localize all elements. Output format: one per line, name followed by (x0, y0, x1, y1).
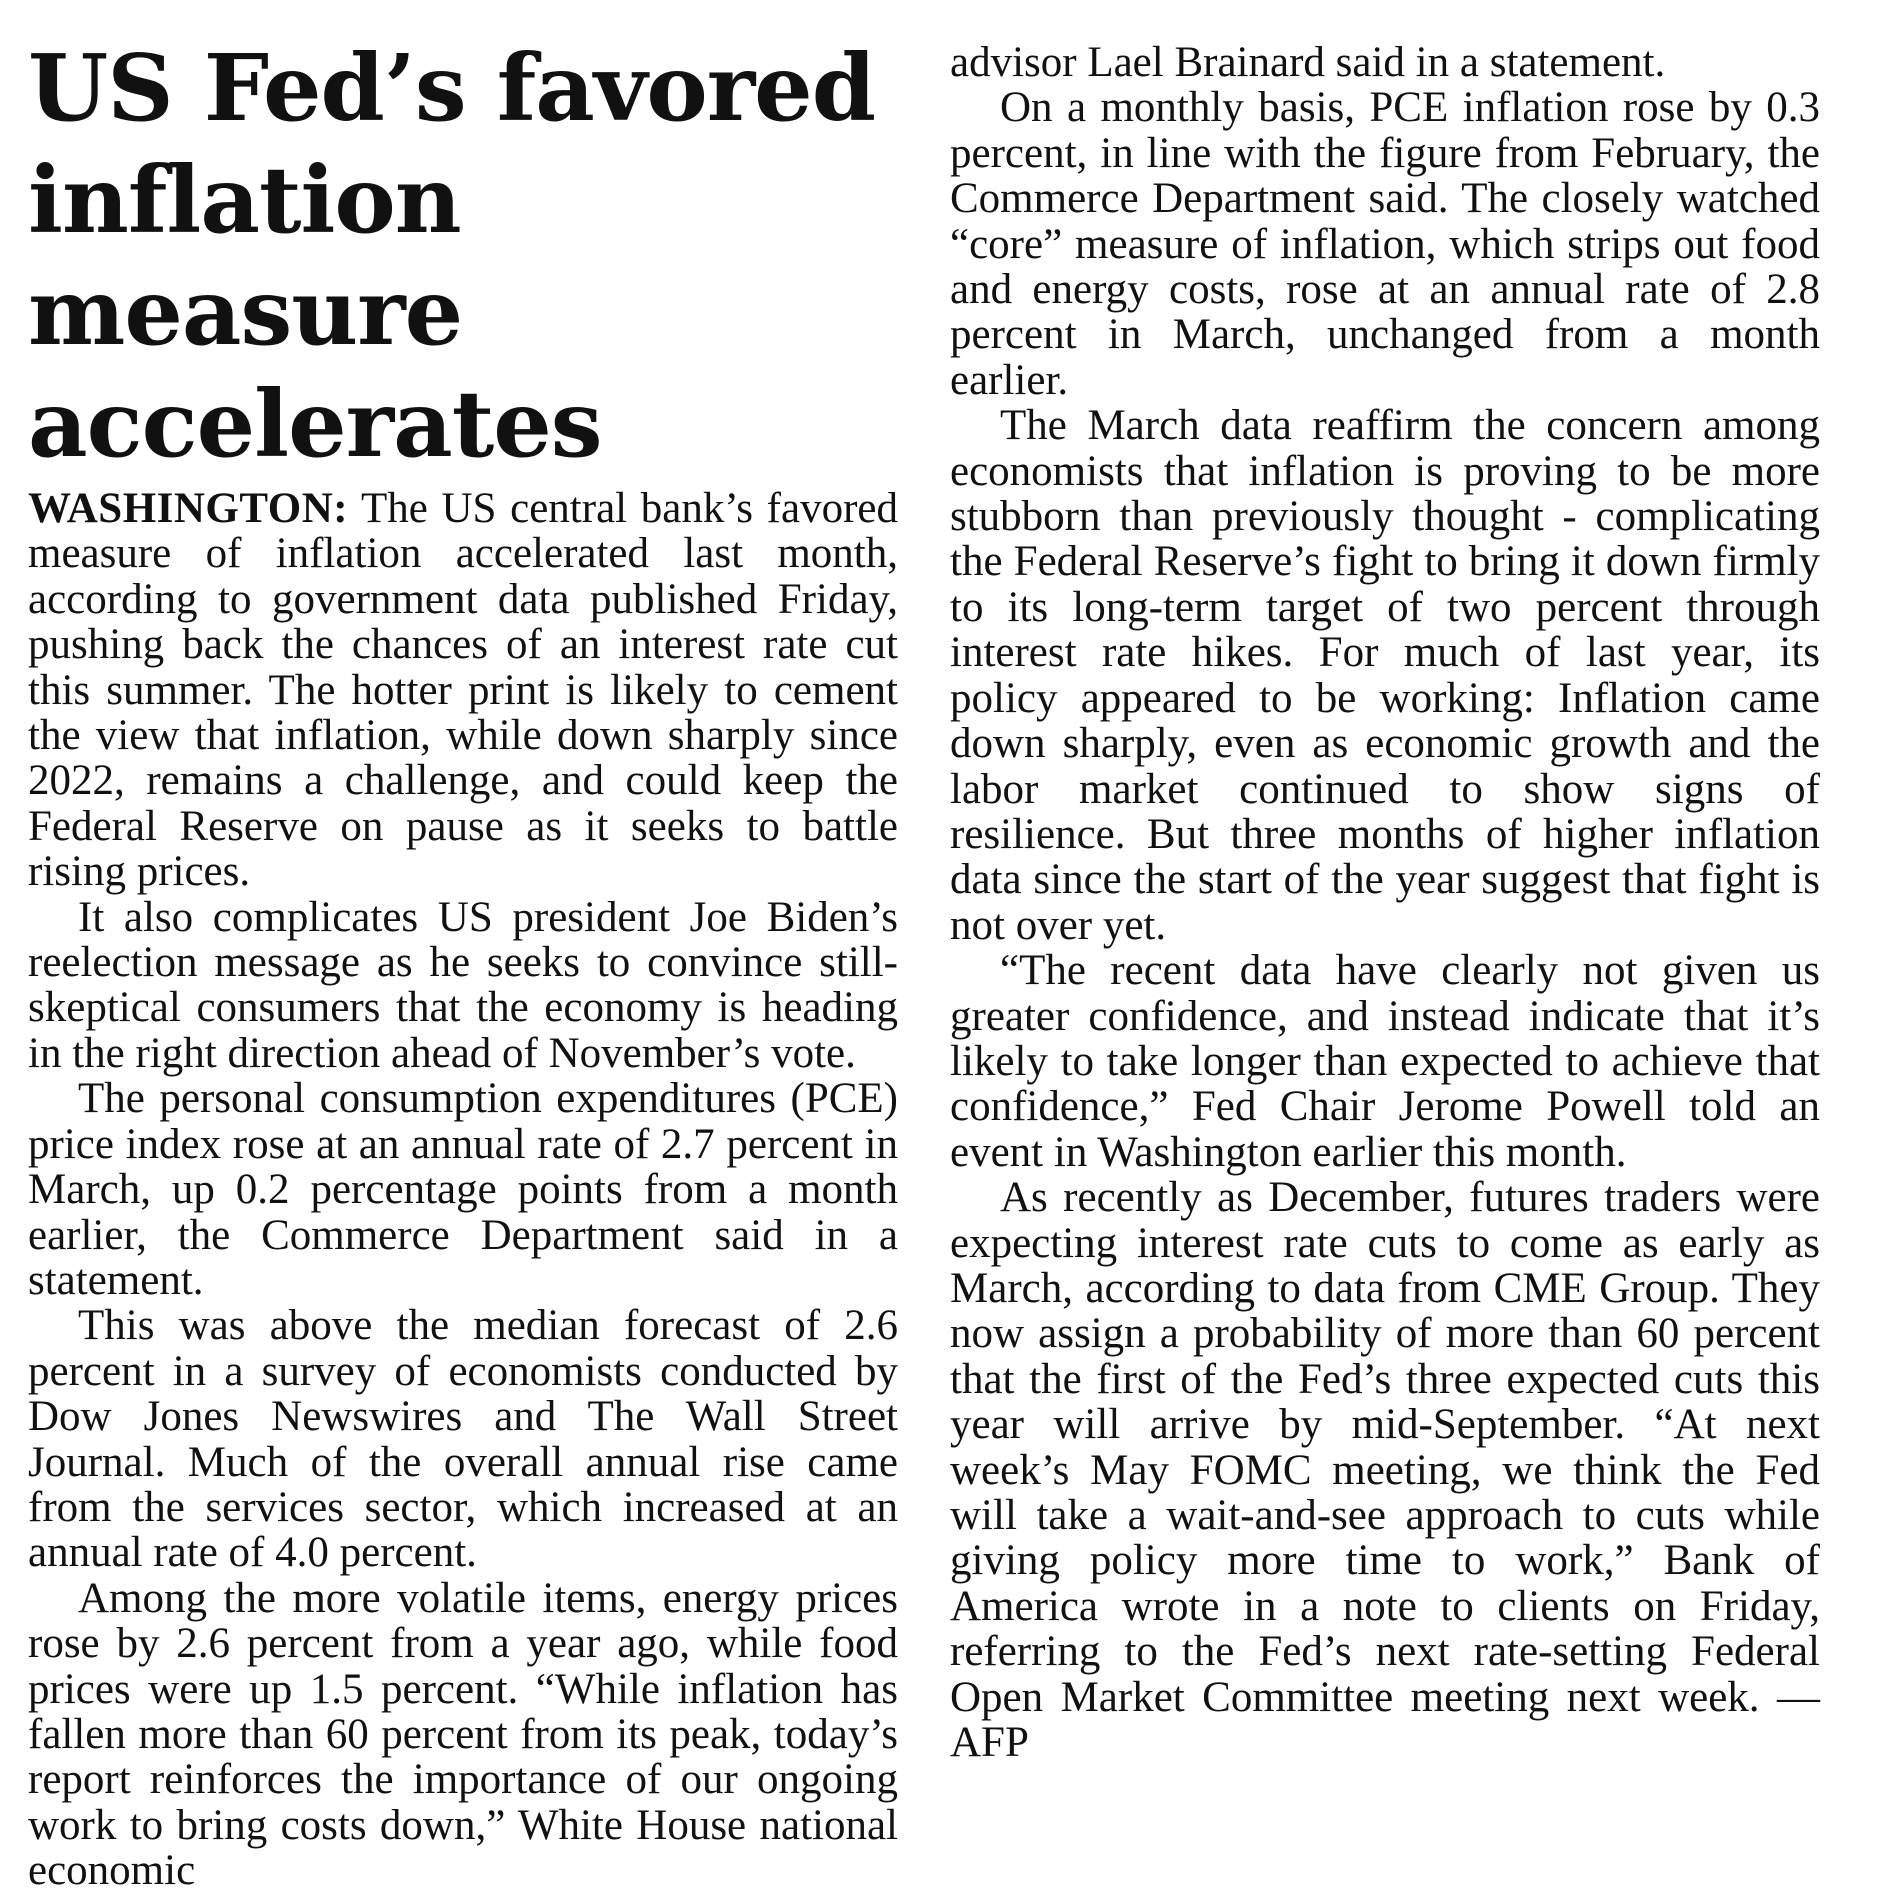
body-paragraph: On a monthly basis, PCE inflation rose by 0.3 percent, in line with the figure from February, the Commerce Department said. The closely watched “core” measure of inflation, which strips out food and energy costs, rose at an annual rate of 2.8 percent in March, unchanged from a month earlier. (950, 84, 1820, 404)
article-headline: US Fed’s favored inflation measure accelerates (28, 34, 876, 478)
lead-paragraph (28, 486, 898, 895)
body-paragraph: This was above the median forecast of 2.6 percent in a survey of economists conducted by Dow Jones Newswires and The Wall Street Journal. Much of the overall annual rise came from the services sector, which increased at an annual rate of 4.0 percent. (28, 1302, 898, 1577)
body-paragraph: As recently as December, futures traders were expecting interest rate cuts to come as early as March, according to data from CME Group. They now assign a probability of more than 60 percent that the first of the Fed’s three expected cuts this year will arrive by mid-September. “At next week’s May FOMC meeting, we think the Fed will take a wait-and-see approach to cuts while giving policy more time to work,” Bank of America wrote in a note to clients on Friday, referring to the Fed’s next rate-setting Federal Open Market Committee meeting next week. — AFP (950, 1174, 1820, 1767)
lead-text: The US central bank’s favored measure of inflation accelerated last month, according to government data published Friday, pushing back the chances of an interest rate cut this summer. The hotter print is likely to cement the view that inflation, while down sharply since 2022, remains a challenge, and could keep the Federal Reserve on pause as it seeks to battle rising prices. (28, 485, 898, 896)
dateline: WASHINGTON: (28, 485, 349, 532)
body-paragraph: Among the more volatile items, energy prices rose by 2.6 percent from a year ago, while food prices were up 1.5 percent. “While inflation has fallen more than 60 percent from its peak, today’s report reinforces the importance of our ongoing work to bring costs down,” White House national economic (28, 1574, 898, 1894)
article-column-left (28, 0, 898, 1894)
body-paragraph: The March data reaffirm the concern among economists that inflation is proving to be more stubborn than previously thought - complicating the Federal Reserve’s fight to bring it down firmly to its long-term target of two percent through interest rate hikes. For much of last year, its policy appeared to be working: Inflation came down sharply, even as economic growth and the labor market continued to show signs of resilience. But three months of higher inflation data since the start of the year suggest that fight is not over yet. (950, 402, 1820, 949)
body-paragraph: The personal consumption expenditures (PCE) price index rose at an annual rate of 2.7 percent in March, up 0.2 percentage points from a month earlier, the Commerce Department said in a statement. (28, 1075, 898, 1304)
article-column-right (950, 40, 1820, 1765)
body-paragraph: It also complicates US president Joe Biden’s reelection message as he seeks to convince still-skeptical consumers that the economy is heading in the right direction ahead of November’s vote. (28, 893, 898, 1077)
continuation-paragraph: advisor Lael Brainard said in a statement. (950, 39, 1666, 86)
body-paragraph: “The recent data have clearly not given us greater confidence, and instead indicate that it’s likely to take longer than expected to achieve that confidence,” Fed Chair Jerome Powell told an event in Washington earlier this month. (950, 947, 1820, 1176)
